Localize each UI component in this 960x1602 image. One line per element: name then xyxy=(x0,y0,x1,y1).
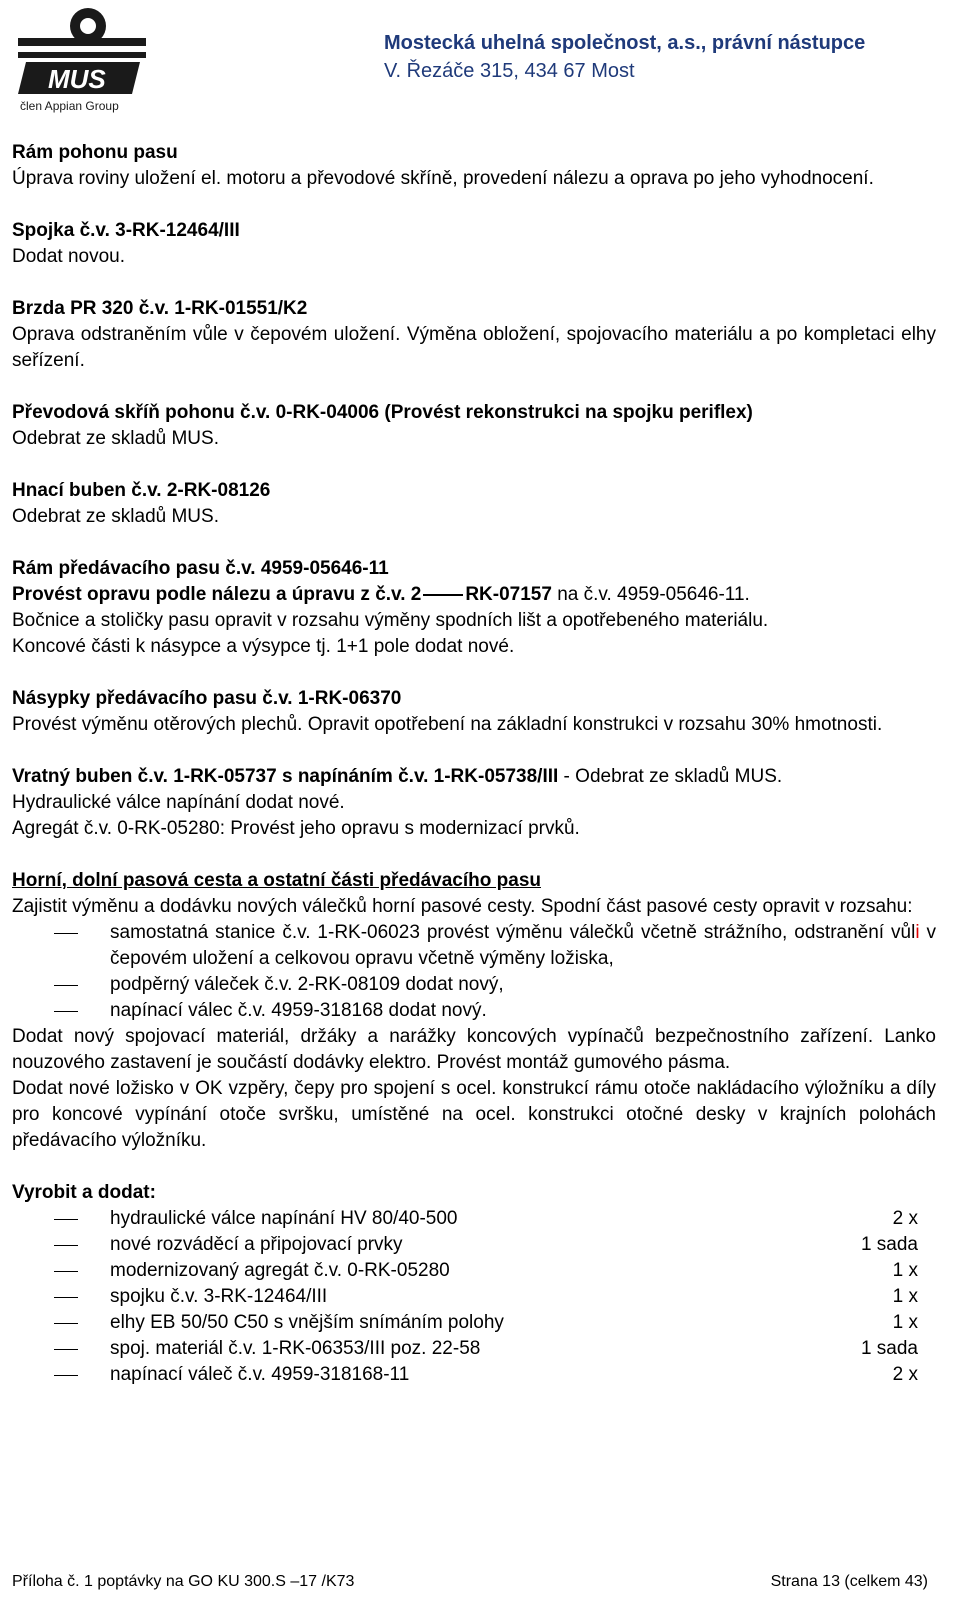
logo-text: MUS xyxy=(48,64,106,94)
section-spojka xyxy=(12,218,936,270)
section-title: Spojka č.v. 3-RK-12464/III xyxy=(12,220,240,241)
list-item: podpěrný váleček č.v. 2-RK-08109 dodat nový, xyxy=(12,972,936,998)
section-title-rest: - Odebrat ze skladů MUS. xyxy=(558,766,783,787)
section-ram-pohonu xyxy=(12,140,936,192)
page-footer xyxy=(12,1572,928,1592)
parts-item xyxy=(12,1258,936,1284)
section-title: Vyrobit a dodat: xyxy=(12,1182,156,1203)
parts-item xyxy=(12,1206,936,1232)
part-qty: 2 x xyxy=(892,1364,918,1385)
list-item: napínací válec č.v. 4959-318168 dodat nový. xyxy=(12,998,936,1024)
part-qty: 1 x xyxy=(892,1260,918,1281)
section-text: Provést výměnu otěrových plechů. Opravit opotřebení na základní konstrukci v rozsahu 30% hmotnosti. xyxy=(12,714,883,735)
section-ram-predavaciho-pasu xyxy=(12,556,936,660)
section-vyrobit-a-dodat xyxy=(12,1180,936,1388)
parts-list xyxy=(12,1206,936,1388)
section-line xyxy=(12,582,936,608)
dash-connector xyxy=(423,594,463,596)
part-name: hydraulické válce napínání HV 80/40-500 xyxy=(110,1208,458,1229)
company-name: Mostecká uhelná společnost, a.s., právní nástupce xyxy=(384,32,866,54)
section-nasypky xyxy=(12,686,936,738)
line-rest: na č.v. 4959-05646-11. xyxy=(551,584,750,605)
item-text-red: i xyxy=(915,922,920,943)
part-qty: 1 x xyxy=(892,1286,918,1307)
part-name: modernizovaný agregát č.v. 0-RK-05280 xyxy=(110,1260,450,1281)
parts-item xyxy=(12,1284,936,1310)
section-intro: Zajistit výměnu a dodávku nových válečků horní pasové cesty. Spodní část pasové cesty opravit v rozsahu: xyxy=(12,896,913,917)
section-vratny-buben xyxy=(12,764,936,842)
part-qty: 1 x xyxy=(892,1312,918,1333)
section-paragraph: Dodat nový spojovací materiál, držáky a narážky koncových vypínačů bezpečnostního zařízení. Lanko nouzového zastavení je součástí dodávky elektro. Provést montáž gumového pásma. xyxy=(12,1026,936,1073)
section-pasova-cesta xyxy=(12,868,936,1154)
section-text: Odebrat ze skladů MUS. xyxy=(12,506,219,527)
section-text: Bočnice a stoličky pasu opravit v rozsahu výměny spodních lišt a opotřebeného materiálu. xyxy=(12,610,769,631)
section-text: Hydraulické válce napínání dodat nové. xyxy=(12,792,345,813)
section-text: Agregát č.v. 0-RK-05280: Provést jeho opravu s modernizací prvků. xyxy=(12,818,580,839)
part-name: elhy EB 50/50 C50 s vnějším snímáním polohy xyxy=(110,1312,504,1333)
list-item xyxy=(12,920,936,972)
document-body xyxy=(12,140,936,1414)
section-prevodova-skrin xyxy=(12,400,936,452)
part-qty: 2 x xyxy=(892,1208,918,1229)
line-bold: Provést opravu podle nálezu a úpravu z č.v. 2 xyxy=(12,584,422,605)
section-title: Rám předávacího pasu č.v. 4959-05646-11 xyxy=(12,558,389,579)
section-hnaci-buben xyxy=(12,478,936,530)
section-title: Brzda PR 320 č.v. 1-RK-01551/K2 xyxy=(12,298,308,319)
section-paragraph: Dodat nové ložisko v OK vzpěry, čepy pro spojení s ocel. konstrukcí rámu otoče nakládacího výložníku a díly pro koncové vypínání otoče svršku, umístěné na ocel. konstrukci otočné desky v krajních polohách předávacího výložníku. xyxy=(12,1078,936,1151)
repair-list xyxy=(12,920,936,1024)
part-qty: 1 sada xyxy=(860,1338,918,1359)
line-bold-2: RK-07157 xyxy=(465,584,552,605)
section-title: Vratný buben č.v. 1-RK-05737 s napínáním č.v. 1-RK-05738/III xyxy=(12,766,559,787)
parts-item xyxy=(12,1362,936,1388)
section-title: Rám pohonu pasu xyxy=(12,142,178,163)
section-text: Oprava odstraněním vůle v čepovém uložení. Výměna obložení, spojovacího materiálu a po kompletaci elhy seřízení. xyxy=(12,324,936,371)
section-brzda xyxy=(12,296,936,374)
parts-item xyxy=(12,1310,936,1336)
company-address: V. Řezáče 315, 434 67 Most xyxy=(384,60,635,82)
part-qty: 1 sada xyxy=(860,1234,918,1255)
page-header xyxy=(12,4,948,116)
mus-logo xyxy=(16,4,148,114)
part-name: nové rozváděcí a připojovací prvky xyxy=(110,1234,403,1255)
part-name: napínací váleč č.v. 4959-318168-11 xyxy=(110,1364,410,1385)
logo-subtitle: člen Appian Group xyxy=(20,99,119,113)
section-title: Násypky předávacího pasu č.v. 1-RK-06370 xyxy=(12,688,402,709)
section-text: Úprava roviny uložení el. motoru a převodové skříně, provedení nálezu a oprava po jeho vyhodnocení. xyxy=(12,168,874,189)
parts-item xyxy=(12,1232,936,1258)
part-name: spoj. materiál č.v. 1-RK-06353/III poz. 22-58 xyxy=(110,1338,481,1359)
footer-page-number: Strana 13 (celkem 43) xyxy=(770,1573,928,1590)
section-text: Koncové části k násypce a výsypce tj. 1+1 pole dodat nové. xyxy=(12,636,515,657)
section-text: Odebrat ze skladů MUS. xyxy=(12,428,219,449)
parts-item xyxy=(12,1336,936,1362)
section-title: Horní, dolní pasová cesta a ostatní části předávacího pasu xyxy=(12,870,541,891)
section-title: Převodová skříň pohonu č.v. 0-RK-04006 (Provést rekonstrukci na spojku periflex) xyxy=(12,402,753,423)
part-name: spojku č.v. 3-RK-12464/III xyxy=(110,1286,328,1307)
item-text: samostatná stanice č.v. 1-RK-06023 provést výměnu válečků včetně strážního, odstranění vůl xyxy=(110,922,916,943)
footer-attachment: Příloha č. 1 poptávky na GO KU 300.S –17 /K73 xyxy=(12,1573,355,1590)
section-title-line xyxy=(12,764,936,790)
section-text: Dodat novou. xyxy=(12,246,126,267)
section-title: Hnací buben č.v. 2-RK-08126 xyxy=(12,480,271,501)
item-text: v čepovém uložení a celkovou opravu včetně výměny ložiska, xyxy=(110,922,937,969)
